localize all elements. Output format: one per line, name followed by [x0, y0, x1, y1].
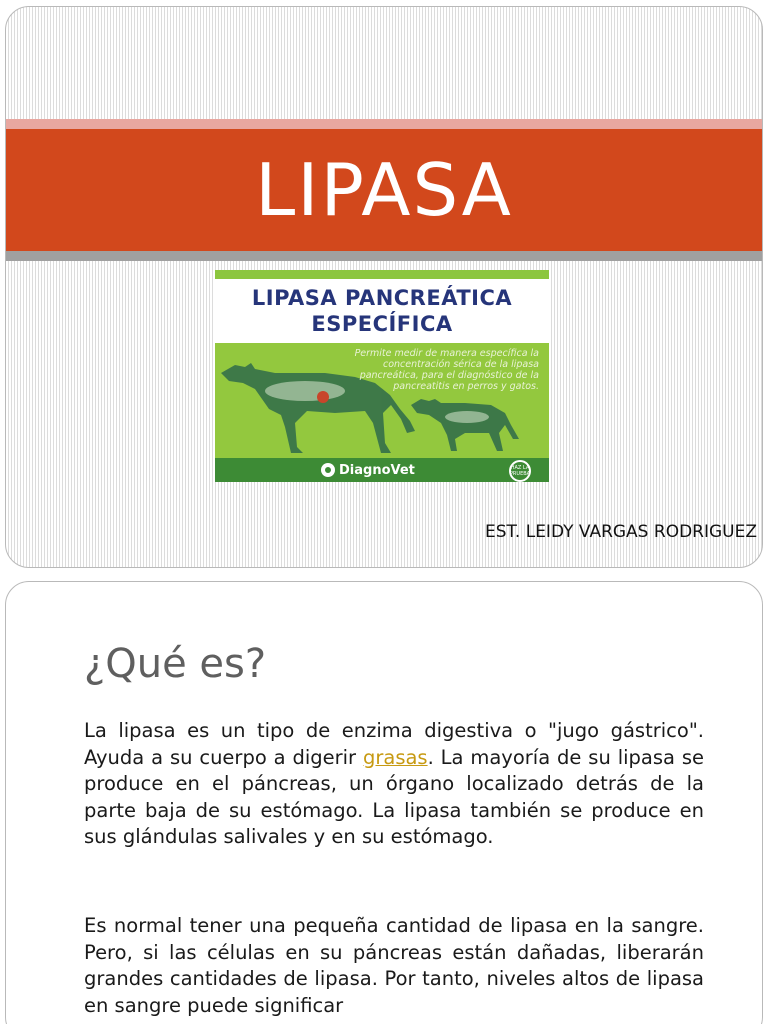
poster-heading-line1: LIPASA PANCREÁTICA [251, 286, 513, 310]
poster-brand [321, 461, 415, 479]
poster-description: Permite medir de manera específica la concentración sérica de la lipasa pancreática, para el diagnóstico de la pancreatitis en perros y gatos. [354, 348, 539, 392]
diagnovet-logo-icon [321, 463, 335, 477]
poster-top-strip [215, 270, 549, 279]
poster-heading-line2: ESPECÍFICA [311, 312, 453, 336]
content-slide [5, 581, 763, 1024]
slide-title: LIPASA [255, 148, 513, 232]
paragraph1-end: . La mayoría de su lipasa se produce en el páncreas, un órgano localizado detrás de la parte baja de su estómago. La lipasa también se produce en sus glándulas salivales y en su estómago. [84, 745, 704, 849]
title-band-shadow [6, 251, 762, 261]
grasas-link[interactable]: grasas [362, 745, 428, 769]
title-band-top-edge [6, 119, 762, 129]
pancreas-highlight [317, 391, 329, 403]
paragraph-definition [84, 718, 704, 851]
author-name: EST. LEIDY VARGAS RODRIGUEZ [485, 522, 757, 542]
slide-heading: ¿Qué es? [84, 641, 267, 687]
poster-heading [215, 279, 549, 343]
poster-badge: HAZ LA PRUEBA [509, 460, 531, 482]
small-dog-silhouette [411, 399, 519, 451]
paragraph-blood-levels: Es normal tener una pequeña cantidad de lipasa en la sangre. Pero, si las células en su páncreas están dañadas, liberarán grandes cantidades de lipasa. Por tanto, niveles altos de lipasa en sangre puede significar [84, 914, 704, 1017]
title-slide [5, 6, 763, 568]
poster-brand-name: DiagnoVet [339, 462, 415, 478]
lipasa-poster-image [215, 270, 549, 482]
paragraph1-start: La lipasa es un tipo de enzima digestiva o "jugo gástrico". Ayuda a su cuerpo a digerir [84, 719, 704, 769]
